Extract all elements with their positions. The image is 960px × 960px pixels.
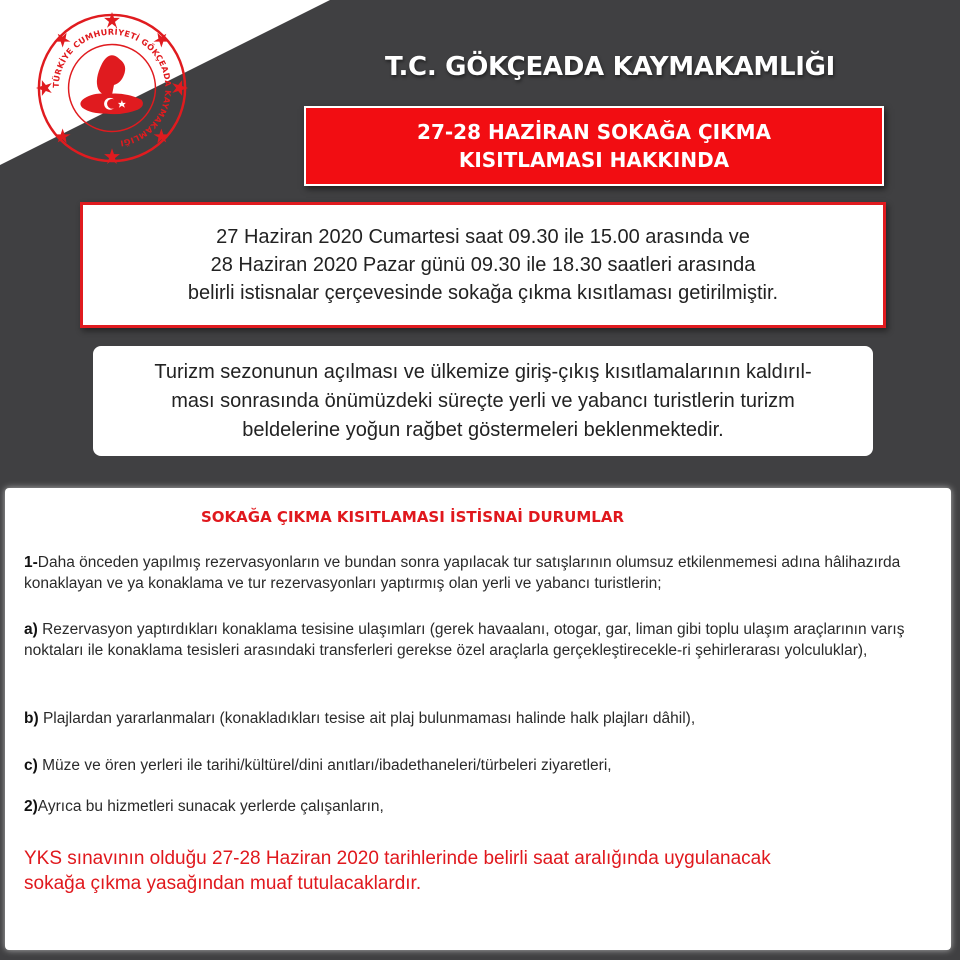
dates-line-2: 28 Haziran 2020 Pazar günü 09.30 ile 18.30 saatleri arasında: [210, 254, 756, 276]
exceptions-title: SOKAĞA ÇIKMA KISITLAMASI İSTİSNAİ DURUMLAR: [201, 508, 625, 526]
item-2-text: Ayrıca bu hizmetleri sunacak yerlerde çalışanların,: [37, 798, 384, 815]
tourism-notice: [93, 346, 873, 456]
item-c-text: Müze ve ören yerleri ile tarihi/kültürel/dini anıtları/ibadethaneleri/türbeleri ziyaretleri,: [42, 757, 612, 774]
item-1-marker: 1-: [24, 554, 38, 571]
dates-line-1: 27 Haziran 2020 Cumartesi saat 09.30 ile 15.00 arasında ve: [216, 226, 750, 248]
closing-line-2: sokağa çıkma yasağından muaf tutulacaklardır.: [24, 873, 422, 894]
item-a-text: Rezervasyon yaptırdıkları konaklama tesisine ulaşımları (gerek havaalanı, otogar, gar, liman gibi toplu ulaşım araçlarının varış noktaları ile konaklama tesisleri arasındaki transferleri gerekse özel araçlarla gerçekleştirecekle-ri şehirlerarası yolculuklar),: [24, 621, 905, 659]
exception-item-c: [24, 755, 944, 776]
exception-item-1: [24, 552, 944, 594]
exemption-closing-text: [24, 846, 944, 896]
tourism-line-1: Turizm sezonunun açılması ve ülkemize giriş-çıkış kısıtlamalarının kaldırıl-: [154, 360, 812, 383]
item-2-marker: 2): [24, 798, 38, 815]
svg-text:TÜRKİYE CUMHURİYETİ GÖKÇEADA K: TÜRKİYE CUMHURİYETİ GÖKÇEADA KAYMAKAMLIĞI: [50, 26, 174, 149]
item-b-marker: b): [24, 710, 39, 727]
curfew-dates-notice: [80, 202, 886, 328]
tourism-line-2: ması sonrasında önümüzdeki süreçte yerli ve yabancı turistlerin turizm: [171, 389, 795, 412]
announcement-banner: [304, 106, 884, 186]
item-b-text: Plajlardan yararlanmaları (konakladıkları tesise ait plaj bulunmaması halinde halk plajları dâhil),: [42, 710, 696, 727]
dates-line-3: belirli istisnalar çerçevesinde sokağa çıkma kısıtlaması getirilmiştir.: [187, 282, 779, 304]
banner-line-1: 27-28 HAZİRAN SOKAĞA ÇIKMA: [417, 120, 771, 144]
exception-item-2: [24, 796, 944, 817]
item-1-text: Daha önceden yapılmış rezervasyonların ve bundan sonra yapılacak tur satışlarının olumsuz etkilenmemesi adına hâlihazırda konaklayan ve ya konaklama ve tur rezervasyonları yaptırmış olan yerli ve yabancı turistlerin;: [24, 554, 901, 592]
closing-line-1: YKS sınavının olduğu 27-28 Haziran 2020 tarihlerinde belirli saat aralığında uygulanacak: [24, 848, 771, 869]
tourism-line-3: beldelerine yoğun rağbet göstermeleri beklenmektedir.: [242, 418, 724, 441]
banner-title: [417, 118, 771, 174]
institution-title: T.C. GÖKÇEADA KAYMAKAMLIĞI: [384, 52, 836, 82]
kaymakamlik-seal-logo: [33, 9, 191, 167]
exceptions-panel: [5, 488, 951, 950]
item-c-marker: c): [24, 757, 38, 774]
exception-item-a: [24, 619, 944, 661]
banner-line-2: KISITLAMASI HAKKINDA: [458, 148, 730, 172]
item-a-marker: a): [24, 621, 38, 638]
exception-item-b: [24, 708, 944, 729]
